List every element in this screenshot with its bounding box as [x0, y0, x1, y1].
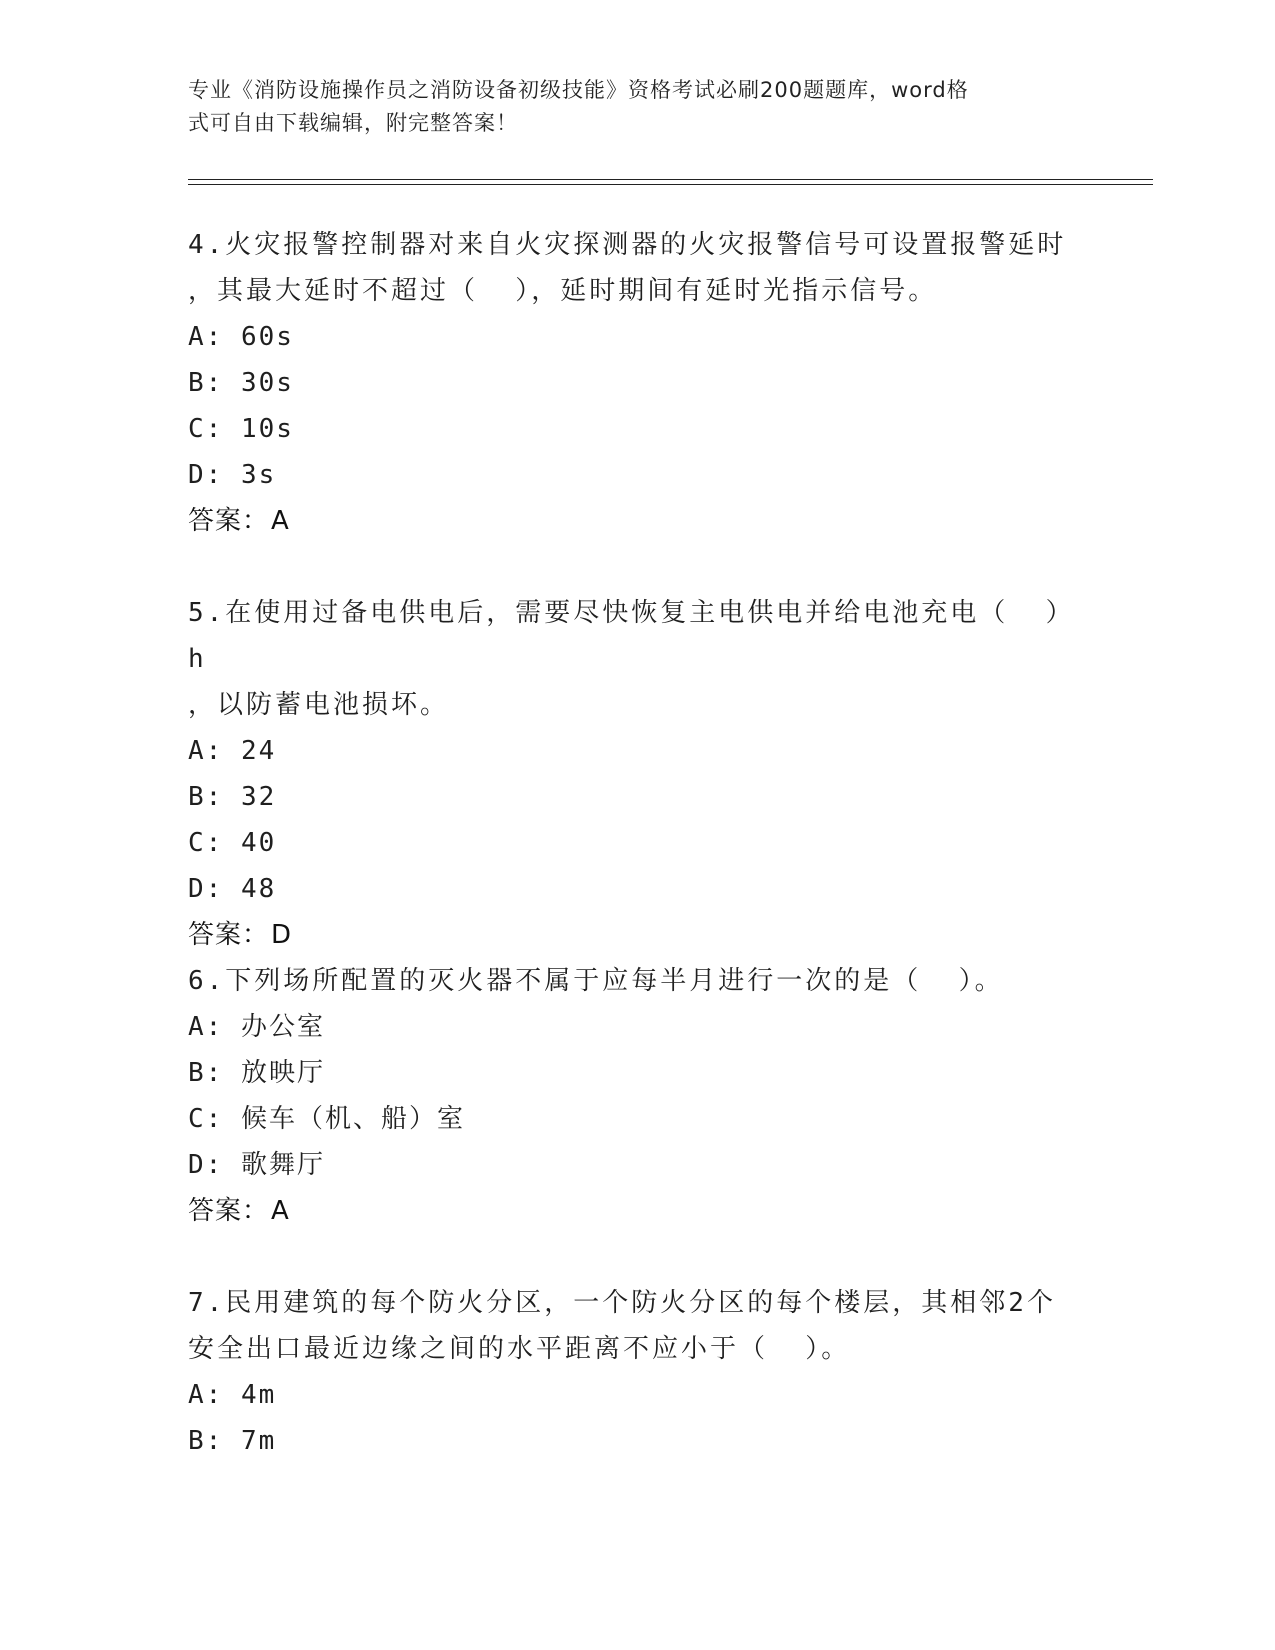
option-b: B: 放映厅 — [188, 1058, 325, 1088]
question-stem-line: ，以防蓄电池损坏。 — [188, 690, 450, 720]
header-divider-top — [188, 179, 1153, 180]
answer-value: A — [271, 1196, 290, 1226]
question-stem-line: ，其最大延时不超过（ ），延时期间有延时光指示信号。 — [188, 276, 938, 306]
header-divider-bottom — [188, 184, 1153, 185]
answer-line — [188, 1188, 1088, 1234]
header-line-1: 专业《消防设施操作员之消防设备初级技能》资格考试必刷200题题库，word格 — [188, 78, 969, 102]
question-4 — [188, 222, 1088, 544]
question-stem-line: 5.在使用过备电供电后，需要尽快恢复主电供电并给电池充电（ ）h — [188, 598, 1075, 674]
option-d: D: 3s — [188, 460, 277, 490]
option-b: B: 7m — [188, 1426, 277, 1456]
answer-line — [188, 912, 1088, 958]
option-d: D: 48 — [188, 874, 277, 904]
question-7 — [188, 1280, 1088, 1464]
option-c: C: 40 — [188, 828, 277, 858]
question-5 — [188, 590, 1088, 958]
answer-label: 答案： — [188, 920, 270, 950]
question-stem-line: 7.民用建筑的每个防火分区，一个防火分区的每个楼层，其相邻2个 — [188, 1288, 1056, 1318]
option-a: A: 4m — [188, 1380, 277, 1410]
answer-label: 答案： — [188, 506, 270, 536]
header-line-2: 式可自由下载编辑，附完整答案！ — [188, 111, 518, 135]
question-stem-line: 安全出口最近边缘之间的水平距离不应小于（ ）。 — [188, 1334, 851, 1364]
question-stem-line: 6.下列场所配置的灭火器不属于应每半月进行一次的是（ ）。 — [188, 966, 1004, 996]
question-6 — [188, 958, 1088, 1234]
option-b: B: 32 — [188, 782, 277, 812]
option-b: B: 30s — [188, 368, 294, 398]
question-stem-line: 4.火灾报警控制器对来自火灾探测器的火灾报警信号可设置报警延时 — [188, 230, 1067, 260]
answer-line — [188, 498, 1088, 544]
document-header — [188, 74, 1088, 140]
option-a: A: 办公室 — [188, 1012, 325, 1042]
answer-label: 答案： — [188, 1196, 270, 1226]
option-a: A: 24 — [188, 736, 277, 766]
option-c: C: 候车（机、船）室 — [188, 1104, 465, 1134]
option-a: A: 60s — [188, 322, 294, 352]
option-c: C: 10s — [188, 414, 294, 444]
option-d: D: 歌舞厅 — [188, 1150, 325, 1180]
answer-value: D — [271, 920, 293, 950]
answer-value: A — [271, 506, 290, 536]
